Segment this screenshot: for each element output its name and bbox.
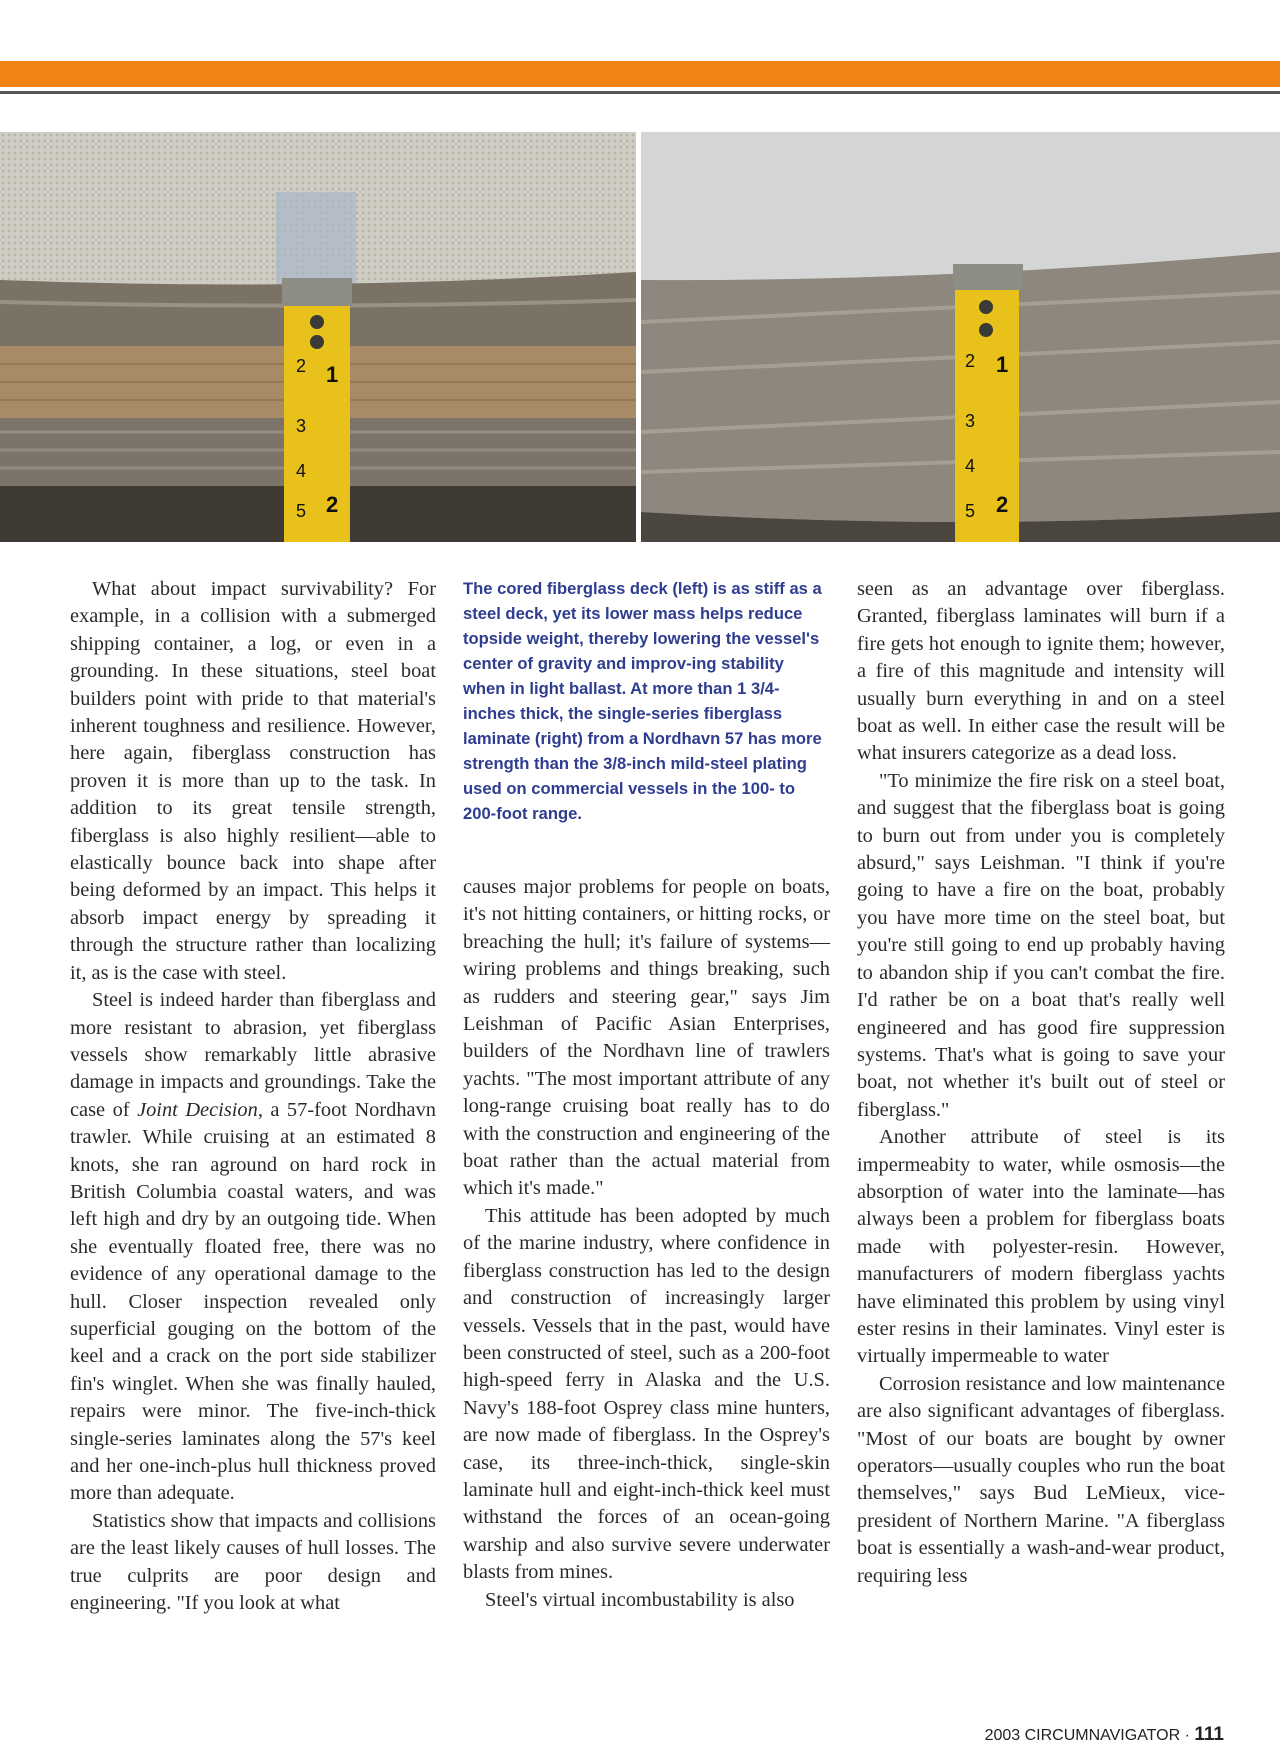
vessel-name: Joint Decision xyxy=(137,1098,258,1121)
paragraph: causes major problems for people on boats, it's not hitting containers, or hitting rocks, or breaching the hull; it's failure of systems—wiring problems and things breaking, such as rudders and steering gear," says Jim Leishman of Pacific Asian Enterprises, builders of the Nordhavn line of trawlers yachts. "The most important attribute of any long-range cruising boat really has to do with the construction and engineering of the boat rather than the actual material from which it's made." xyxy=(463,876,830,1200)
publication-name: 2003 CIRCUMNAVIGATOR · xyxy=(984,1727,1195,1744)
tape-label-3: 3 xyxy=(296,416,307,436)
tape-label-4: 4 xyxy=(965,456,976,476)
paragraph: "To minimize the fire risk on a steel boat, and suggest that the fiberglass boat is going to burn out from under you is completely absurd," says Leishman. "I think if you're going to have a fire on the boat, probably you have more time on the steel boat, but you're still going to end up probably having to abandon ship if you can't combat the fire. I'd rather be on a boat that's really well engineered and has good fire suppression systems. That's what is going to save your boat, not whether it's built out of steel or fiberglass." xyxy=(857,769,1225,1121)
photo-caption: The cored fiberglass deck (left) is as stiff as a steel deck, yet its lower mass helps reduce topside weight, thereby lowering the vessel's center of gravity and improv-ing stability when in light ballast. At more than 1 3/4-inches thick, the single-series fiberglass laminate (right) from a Nordhavn 57 has more strength than the 3/8-inch mild-steel plating used on commercial vessels in the 100- to 200-foot range. xyxy=(463,579,822,823)
page-number: 111 xyxy=(1194,1724,1224,1745)
tape-label-3: 3 xyxy=(965,411,976,431)
paragraph: Steel's virtual incombustability is also xyxy=(485,1588,795,1611)
tape-label-6: 2 xyxy=(996,492,1009,517)
solid-laminate-photo-image xyxy=(641,132,1280,542)
paragraph: What about impact survivability? For example, in a collision with a submerged shipping container, a log, or even in a grounding. In these situations, steel boat builders point with pride to that material's inherent toughness and resilience. However, here again, fiberglass construction has proven it is more than up to the task. In addition to its great tensile strength, fiberglass is also highly resilient—able to elastically bounce back into shape after being deformed by an impact. This helps it absorb impact energy by spreading it through the structure rather than localizing it, as is the case with steel. xyxy=(70,578,436,984)
article-column-3 xyxy=(857,576,1225,1590)
tape-label-2: 2 xyxy=(296,356,307,376)
tape-label-1: 1 xyxy=(326,362,339,387)
paragraph: This attitude has been adopted by much of the marine industry, where confidence in fiberglass construction has led to the design and construction of increasingly larger vessels. Vessels that in the past, would have been constructed of steel, such as a 200-foot high-speed ferry in Alaska and the U.S. Navy's 188-foot Osprey class mine hunters, are now made of fiberglass. In the Osprey's case, its three-inch-thick, single-skin laminate hull and eight-inch-thick keel must withstand the forces of an ocean-going warship and also survive severe underwater blasts from mines. xyxy=(463,1204,830,1584)
tape-label-4: 4 xyxy=(296,461,307,481)
tape-label-5: 5 xyxy=(296,501,307,521)
tape-label-6: 2 xyxy=(326,492,339,517)
article-column-1 xyxy=(70,576,436,1617)
paragraph: Steel is indeed harder than fiberglass and more resistant to abrasion, yet fiberglass vessels show remarkably little abrasive damage in impacts and groundings. Take the case of Joint Decision, a 57-foot Nordhavn trawler. While cruising at an estimated 8 knots, she ran aground on hard rock in British Columbia coastal waters, and was left high and dry by an outgoing tide. When she eventually floated free, there was no evidence of any operational damage to the hull. Closer inspection revealed only superficial gouging on the bottom of the keel and a crack on the port side stabilizer fin's winglet. When she was finally hauled, repairs were minor. The five-inch-thick single-series laminates along the 57's keel and her one-inch-plus hull thickness proved more than adequate. xyxy=(70,989,436,1505)
paragraph: seen as an advantage over fiberglass. Granted, fiberglass laminates will burn if a fire gets hot enough to ignite them; however, a fire of this magnitude and intensity will usually burn everything in and on a steel boat as well. In either case the result will be what insurers categorize as a dead loss. xyxy=(857,578,1225,765)
solid-laminate-photo xyxy=(641,132,1280,542)
cored-deck-photo-image xyxy=(0,132,636,542)
paragraph: Corrosion resistance and low maintenance are also significant advantages of fiberglass. "Most of our boats are bought by owner operators—usually couples who run the boat themselves," says Bud LeMieux, vice-president of Northern Marine. "A fiberglass boat is essentially a wash-and-wear product, requiring less xyxy=(857,1372,1225,1587)
top-divider-rule xyxy=(0,91,1280,94)
paragraph: Statistics show that impacts and collisions are the least likely causes of hull losses. The true culprits are poor design and engineering. "If you look at what xyxy=(70,1509,436,1615)
page-footer xyxy=(985,1724,1224,1746)
tape-label-5: 5 xyxy=(965,501,976,521)
paragraph: Another attribute of steel is its impermeabity to water, while osmosis—the absorption of water into the laminate—has always been a problem for fiberglass boats made with polyester-resin. However, manufacturers of modern fiberglass yachts have eliminated this problem by using vinyl ester resins in their laminates. Vinyl ester is virtually impermeable to water xyxy=(857,1126,1225,1368)
tape-label-1: 1 xyxy=(996,352,1009,377)
article-column-2 xyxy=(463,576,830,1614)
tape-label-2: 2 xyxy=(965,351,976,371)
top-accent-bar xyxy=(0,61,1280,87)
cored-deck-photo xyxy=(0,132,636,542)
